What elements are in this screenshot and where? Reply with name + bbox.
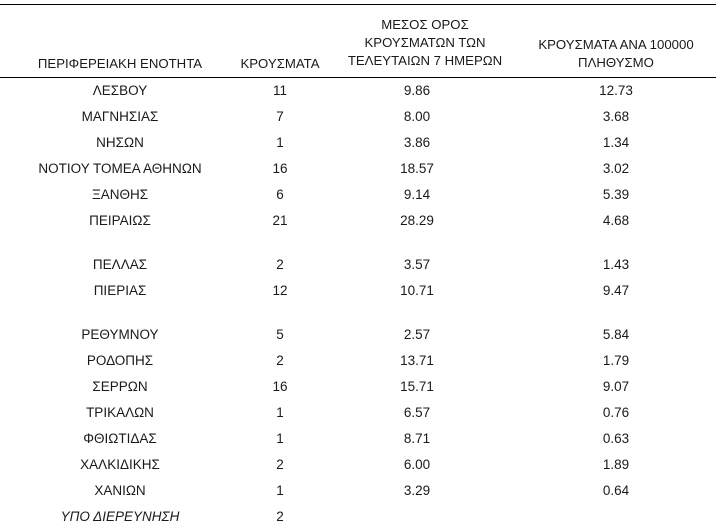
per100k-cell: 0.64 — [602, 483, 630, 498]
region-cell: ΝΗΣΩΝ — [96, 135, 144, 150]
cases-cell: 7 — [276, 109, 284, 124]
region-cell: ΤΡΙΚΑΛΩΝ — [86, 405, 154, 420]
cases-cell: 11 — [272, 83, 287, 98]
region-cell: ΛΕΣΒΟΥ — [92, 83, 148, 98]
cases-cell: 21 — [272, 213, 288, 228]
table-top-border — [0, 4, 716, 5]
header-avg7-line1: ΜΕΣΟΣ ΟΡΟΣ — [381, 17, 469, 32]
cases-cell: 1 — [276, 405, 284, 420]
region-cell: ΧΑΛΚΙΔΙΚΗΣ — [80, 457, 160, 472]
avg7-cell: 2.57 — [403, 327, 431, 342]
per100k-cell: 1.34 — [602, 135, 630, 150]
cases-cell: 16 — [272, 161, 288, 176]
region-cell: ΦΘΙΩΤΙΔΑΣ — [83, 431, 157, 446]
per100k-cell: 3.68 — [602, 109, 630, 124]
per100k-cell: 4.68 — [602, 213, 630, 228]
table-row — [0, 104, 716, 130]
header-cases: ΚΡΟΥΣΜΑΤΑ — [240, 56, 320, 71]
cases-cell: 6 — [276, 187, 284, 202]
table-row — [0, 426, 716, 452]
region-cell: ΠΙΕΡΙΑΣ — [93, 283, 147, 298]
table-row — [0, 400, 716, 426]
cases-cell: 2 — [276, 353, 284, 368]
table-row — [0, 78, 716, 104]
cases-cell: 12 — [272, 283, 288, 298]
avg7-cell: 6.57 — [403, 405, 431, 420]
avg7-cell: 10.71 — [400, 283, 434, 298]
table-row — [0, 182, 716, 208]
avg7-cell: 6.00 — [403, 457, 431, 472]
per100k-cell: 9.07 — [602, 379, 630, 394]
per100k-cell: 5.39 — [602, 187, 630, 202]
header-avg7-line3: ΤΕΛΕΥΤΑΙΩΝ 7 ΗΜΕΡΩΝ — [347, 53, 503, 68]
cases-cell: 2 — [276, 457, 284, 472]
avg7-cell: 9.86 — [403, 83, 431, 98]
region-cell: ΜΑΓΝΗΣΙΑΣ — [81, 109, 159, 124]
table-row — [0, 156, 716, 182]
table-row — [0, 208, 716, 234]
table-row — [0, 452, 716, 478]
table-row — [0, 278, 716, 304]
region-cell: ΡΟΔΟΠΗΣ — [86, 353, 154, 368]
avg7-cell: 13.71 — [400, 353, 434, 368]
per100k-cell: 1.43 — [602, 257, 630, 272]
per100k-cell: 0.63 — [602, 431, 630, 446]
per100k-cell: 9.47 — [602, 283, 630, 298]
header-region: ΠΕΡΙΦΕΡΕΙΑΚΗ ΕΝΟΤΗΤΑ — [37, 56, 203, 71]
table-row — [0, 374, 716, 400]
region-cell: ΣΕΡΡΩΝ — [92, 379, 148, 394]
avg7-cell: 8.00 — [403, 109, 431, 124]
table-row-under-investigation — [0, 504, 716, 530]
header-avg7-line2: ΚΡΟΥΣΜΑΤΩΝ ΤΩΝ — [364, 35, 486, 50]
cases-cell: 5 — [276, 327, 284, 342]
table-row — [0, 252, 716, 278]
cases-cell: 1 — [276, 431, 284, 446]
region-cell: ΞΑΝΘΗΣ — [91, 187, 149, 202]
region-cell: ΧΑΝΙΩΝ — [94, 483, 146, 498]
cases-cell: 2 — [276, 509, 284, 524]
header-per100k — [520, 36, 712, 72]
table-row — [0, 478, 716, 504]
table-row — [0, 322, 716, 348]
cases-cell: 1 — [276, 135, 284, 150]
avg7-cell: 3.29 — [403, 483, 431, 498]
avg7-cell: 18.57 — [400, 161, 434, 176]
header-per100k-line2: ΠΛΗΘΥΣΜΟ — [578, 55, 654, 70]
region-cell: ΠΕΛΛΑΣ — [92, 257, 148, 272]
per100k-cell: 5.84 — [602, 327, 630, 342]
per100k-cell: 0.76 — [602, 405, 630, 420]
per100k-cell: 3.02 — [602, 161, 630, 176]
per100k-cell: 12.73 — [599, 83, 633, 98]
per100k-cell: 1.79 — [602, 353, 630, 368]
header-avg7 — [330, 16, 520, 70]
avg7-cell: 28.29 — [400, 213, 434, 228]
region-cell: ΡΕΘΥΜΝΟΥ — [81, 327, 159, 342]
per100k-cell: 1.89 — [602, 457, 630, 472]
table-row — [0, 348, 716, 374]
avg7-cell: 3.57 — [403, 257, 431, 272]
region-cell: ΥΠΟ ΔΙΕΡΕΥΝΗΣΗ — [60, 509, 180, 524]
avg7-cell: 3.86 — [403, 135, 431, 150]
region-cell: ΝΟΤΙΟΥ ΤΟΜΕΑ ΑΘΗΝΩΝ — [38, 161, 202, 176]
region-cell: ΠΕΙΡΑΙΩΣ — [89, 213, 151, 228]
cases-cell: 1 — [276, 483, 284, 498]
avg7-cell: 9.14 — [403, 187, 431, 202]
table-row — [0, 130, 716, 156]
cases-cell: 16 — [272, 379, 288, 394]
header-per100k-line1: ΚΡΟΥΣΜΑΤΑ ΑΝΑ 100000 — [538, 37, 694, 52]
cases-cell: 2 — [276, 257, 284, 272]
avg7-cell: 8.71 — [403, 431, 431, 446]
avg7-cell: 15.71 — [400, 379, 434, 394]
